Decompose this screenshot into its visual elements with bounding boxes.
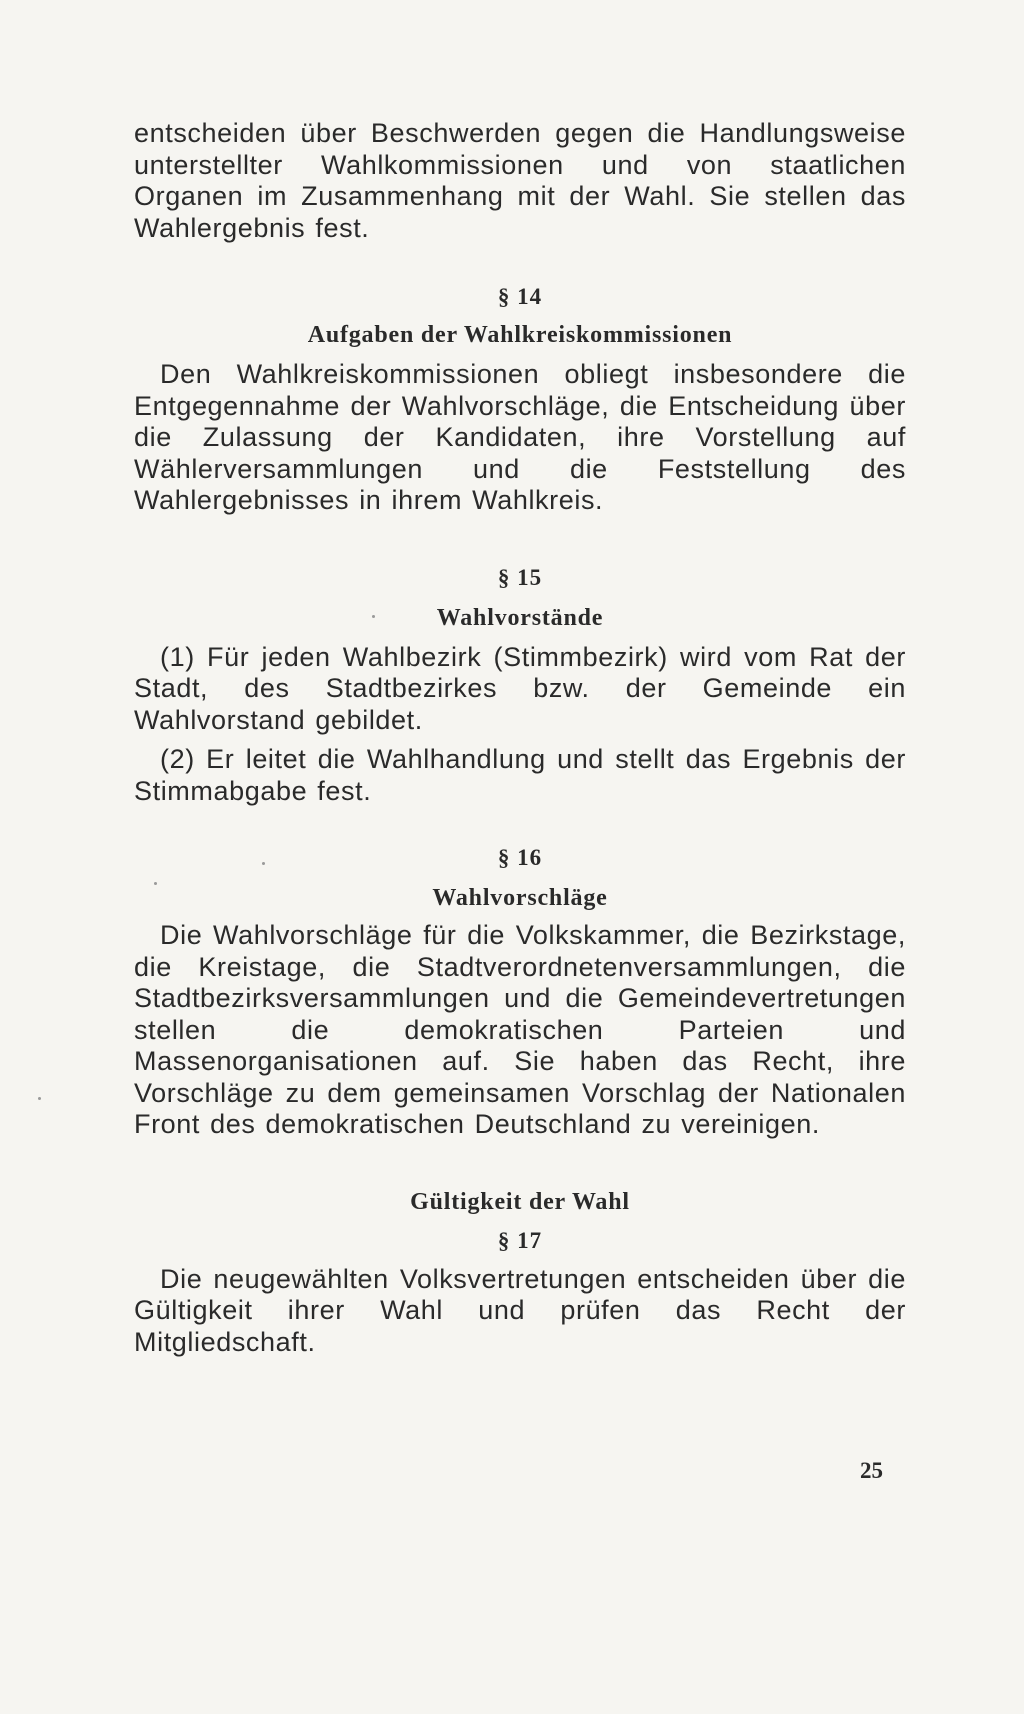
section-16-number: § 16 (497, 845, 543, 870)
section-15-title: Wahlvorstände (436, 604, 604, 631)
section-17-number: § 17 (497, 1227, 543, 1253)
intro-paragraph: entscheiden über Beschwerden gegen die Handlungsweise unterstellter Wahlkommissionen und von staatlichen Organen im Zusammenhang mit der Wahl. Sie stellen das Wahlergebnis fest. (134, 118, 906, 243)
section-15-paragraph-1: (1) Für jeden Wahlbezirk (Stimmbezirk) wird vom Rat der Stadt, des Stadtbezirkes bzw. der Gemeinde ein Wahlvorstand gebildet. (134, 641, 906, 735)
section-17-heading: Gültigkeit der Wahl (410, 1188, 630, 1215)
section-14-number: § 14 (497, 284, 543, 309)
print-speck (262, 862, 265, 865)
section-16-title: Wahlvorschläge (432, 885, 608, 911)
document-page (134, 118, 906, 1358)
section-17-paragraph: Die neugewählten Volksvertretungen entscheiden über die Gültigkeit ihrer Wahl und prüfen das Recht der Mitgliedschaft. (134, 1263, 906, 1357)
section-16-paragraph: Die Wahlvorschläge für die Volkskammer, die Bezirkstage, die Kreistage, die Stadtverordnetenversammlungen, die Stadtbezirksversammlungen und die Gemeindevertretungen stellen die demokratischen Parteien und Massenorganisationen auf. Sie haben das Recht, ihre Vorschläge zu dem gemeinsamen Vorschlag der Nationalen Front des demokratischen Deutschland zu vereinigen. (134, 920, 906, 1139)
section-15-paragraph-2: (2) Er leitet die Wahlhandlung und stellt das Ergebnis der Stimmabgabe fest. (134, 744, 906, 806)
section-15-number: § 15 (497, 564, 543, 590)
section-14-paragraph: Den Wahlkreiskommissionen obliegt insbesondere die Entgegennahme der Wahlvorschläge, die Entscheidung über die Zulassung der Kandidaten, ihre Vorstellung auf Wählerversammlungen und die Feststellung des Wahlergebnisses in ihrem Wahlkreis. (134, 359, 906, 515)
section-14-title: Aufgaben der Wahlkreiskommissionen (307, 322, 733, 348)
print-speck (372, 615, 375, 618)
print-speck (154, 882, 157, 885)
page-number: 25 (860, 1458, 883, 1483)
print-speck (38, 1097, 41, 1100)
